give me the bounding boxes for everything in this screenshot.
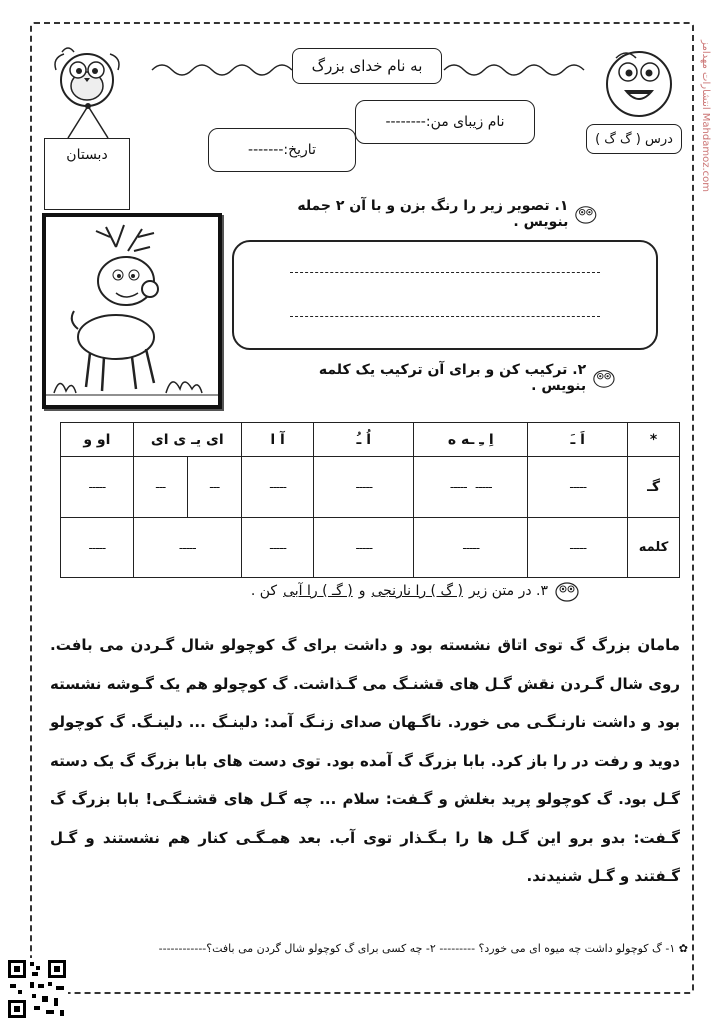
blank-cell[interactable]: -----	[61, 457, 134, 518]
table-header-cell: ای یـ ی ای	[133, 423, 241, 457]
blank-half[interactable]: ---	[155, 480, 166, 494]
blank-cell[interactable]: -----	[314, 457, 414, 518]
reindeer-icon	[46, 217, 218, 405]
ribbon-left-icon	[150, 58, 294, 78]
school-label: دبستان	[66, 147, 108, 163]
gear-bullet-icon: ✿	[675, 942, 688, 955]
blank-cell-split[interactable]	[133, 457, 241, 518]
table-header-cell: او و	[61, 423, 134, 457]
sentence-answer-box[interactable]	[232, 240, 658, 350]
blank-cell[interactable]: -----	[241, 518, 314, 578]
owl-bullet-icon	[554, 580, 580, 602]
question-2	[286, 362, 616, 394]
page-title	[292, 48, 442, 84]
table-row	[61, 457, 680, 518]
blank-half[interactable]: -----	[449, 480, 467, 494]
answer-line-1[interactable]	[290, 272, 600, 273]
reindeer-picture	[42, 213, 222, 409]
blank-cell[interactable]	[414, 457, 528, 518]
date-field[interactable]	[208, 128, 356, 172]
owl-right-icon	[596, 44, 682, 120]
owl-bullet-icon	[574, 203, 598, 225]
table-header-cell: اِ ـِ ـه ه	[414, 423, 528, 457]
question-3-orange-instruction: ( گ ) را نارنجی	[371, 583, 463, 599]
question-3-prefix: ۳. در متن زیر	[468, 583, 548, 599]
table-header-cell: *	[628, 423, 680, 457]
table-row	[61, 518, 680, 578]
date-label: تاریخ:-------	[248, 142, 316, 158]
blank-cell[interactable]: -----	[241, 457, 314, 518]
bottom-questions-text: ۱- گ کوچولو داشت چه میوه ای می خورد؟ --------- ۲- چه کسی برای گ کوچولو شال گردن می بافت؟------------	[158, 942, 676, 955]
row-label: کلمه	[628, 518, 680, 578]
bottom-questions	[46, 942, 688, 955]
page-title-text: به نام خدای بزرگ	[311, 57, 423, 75]
question-3-suffix: کن .	[250, 583, 278, 599]
story-text: مامان بزرگ گ توی اتاق نشسته بود و داشت برای گ کوچولو شال گـردن می بافت. روی شال گـردن نقش گـل های قشنـگ می گـذاشت. گ کوچولو هم یک گـوشه نشسته بود و داشت نارنـگـی می خورد. ناگـهان صدای زنـگ آمد: دلینـگ ... دلینـگ. گ کوچولو دوید و رفت در را باز کرد. بابا بزرگ گ آمده بود. توی دست های بابا بزرگ گ یک دسته گـل بود. گ کوچولو پرید بغلش و گـفت: سلام ... چه گـل های قشنـگـی! بابا بزرگ گ گـفت: بدو برو این گـل ها را بـگـذار توی آب. بعد همـگـی کنار هم نشستند و گـل گـفتند و گـل شنیدند.	[50, 636, 680, 885]
name-label: نام زیبای من:--------	[385, 114, 505, 130]
sign-rope-icon	[58, 100, 118, 140]
ribbon-right-icon	[442, 58, 592, 78]
name-field[interactable]	[355, 100, 535, 144]
lesson-label: درس ( گ گ )	[595, 131, 673, 147]
combination-table	[60, 422, 680, 578]
answer-line-2[interactable]	[290, 316, 600, 317]
row-label: گـ	[628, 457, 680, 518]
question-1-text: ۱. تصویر زیر را رنگ بزن و با آن ۲ جمله بنویس .	[297, 198, 569, 230]
blank-cell[interactable]: -----	[528, 518, 628, 578]
question-2-text: ۲. ترکیب کن و برای آن ترکیب یک کلمه بنویس .	[318, 362, 587, 394]
school-sign	[44, 138, 130, 210]
table-header-row	[61, 423, 680, 457]
qr-code-icon[interactable]	[6, 958, 68, 1020]
owl-bullet-icon	[592, 367, 616, 389]
blank-cell[interactable]: -----	[528, 457, 628, 518]
question-3	[190, 580, 580, 602]
lesson-badge	[586, 124, 682, 154]
blank-cell[interactable]: -----	[133, 518, 241, 578]
table-header-cell: آ ا	[241, 423, 314, 457]
question-1	[268, 198, 598, 230]
table-header-cell: اَ ـَ	[528, 423, 628, 457]
publisher-side-text: انتشارات مهدامز Mahdamoz.com	[700, 40, 711, 193]
blank-cell[interactable]: -----	[314, 518, 414, 578]
blank-cell[interactable]: -----	[61, 518, 134, 578]
blank-half[interactable]: ---	[187, 457, 241, 517]
question-3-and: و	[358, 583, 366, 599]
blank-cell[interactable]: -----	[414, 518, 528, 578]
table-header-cell: اُ ـُ	[314, 423, 414, 457]
blank-half[interactable]: -----	[474, 480, 492, 494]
question-3-blue-instruction: ( گـ ) را آبی	[283, 583, 353, 599]
